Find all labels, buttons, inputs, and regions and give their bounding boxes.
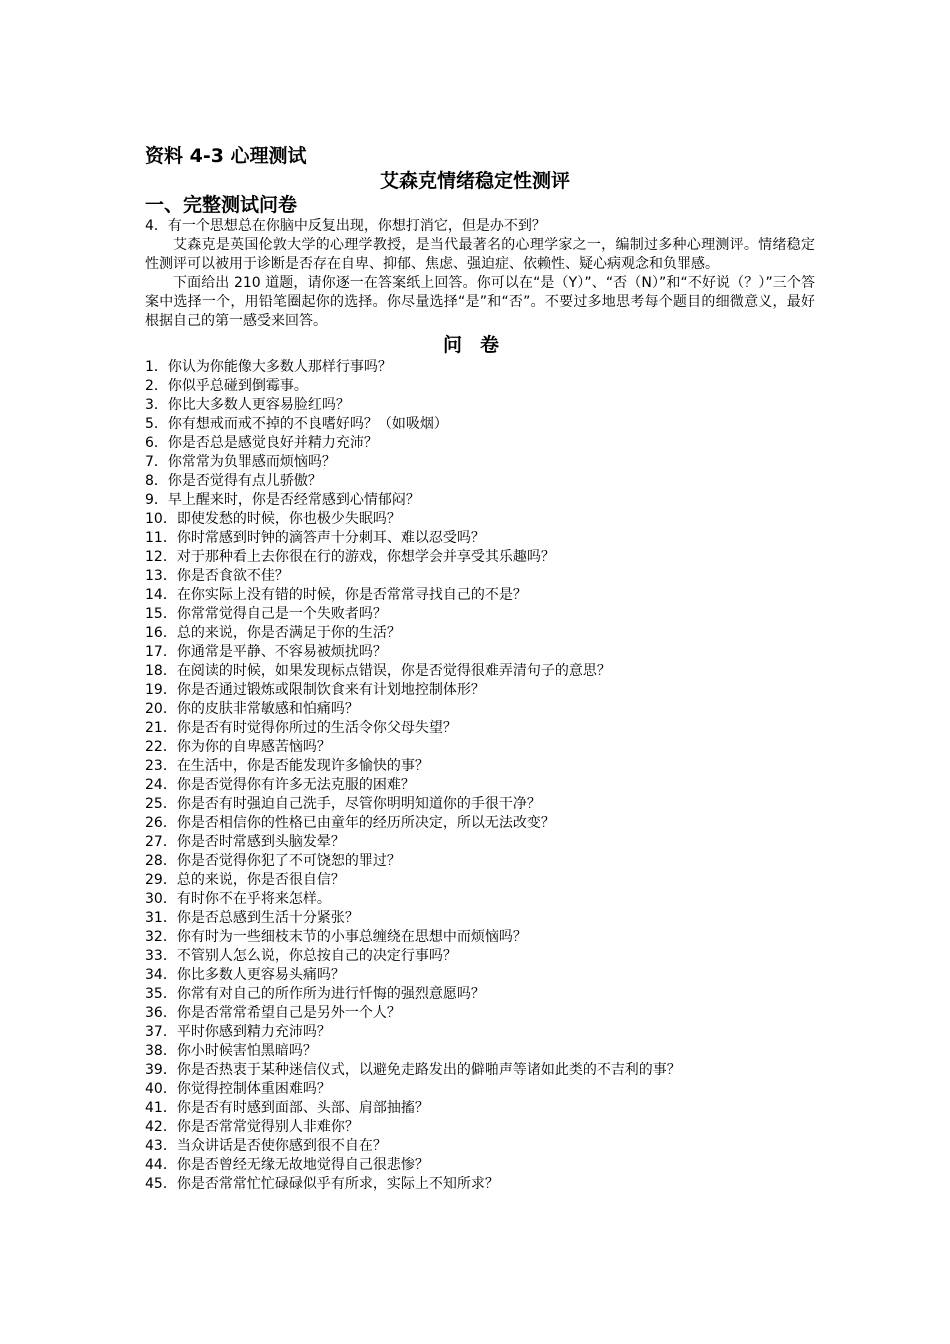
intro-paragraph-2: 下面给出 210 道题，请你逐一在答案纸上回答。你可以在“是（Y）”、“否（N）”和“不好说（？）”三个答案中选择一个，用铅笔圈起你的选择。你尽量选择“是”和“否”。不要过多地思考每个题目的细微意义，最好根据自己的第一感受来回答。 (145, 275, 815, 329)
document-body (145, 217, 815, 1194)
question-item: 29．总的来说，你是否很自信？ (145, 872, 345, 888)
question-item: 37．平时你感到精力充沛吗？ (145, 1024, 331, 1040)
question-item: 10．即使发愁的时候，你也极少失眠吗？ (145, 511, 401, 527)
questionnaire-title: 问卷 (442, 334, 517, 356)
document-title: 艾森克情绪稳定性测评 (379, 170, 570, 192)
question-item: 41．你是否有时感到面部、头部、肩部抽搐？ (145, 1100, 429, 1116)
question-item: 36．你是否常常希望自己是另外一个人？ (145, 1005, 401, 1021)
question-item: 23．在生活中，你是否能发现许多愉快的事？ (145, 758, 429, 774)
question-item: 40．你觉得控制体重困难吗？ (145, 1081, 331, 1097)
material-label: 资料 4-3 心理测试 (145, 145, 307, 167)
question-item: 2．你似乎总碰到倒霉事。 (145, 378, 308, 394)
question-item: 21．你是否有时觉得你所过的生活令你父母失望？ (145, 720, 457, 736)
intro-paragraph-1: 艾森克是英国伦敦大学的心理学教授，是当代最著名的心理学家之一，编制过多种心理测评。情绪稳定性测评可以被用于诊断是否存在自卑、抑郁、焦虑、强迫症、依赖性、疑心病观念和负罪感。 (145, 237, 815, 272)
question-item: 20．你的皮肤非常敏感和怕痛吗？ (145, 701, 359, 717)
question-item: 5．你有想戒而戒不掉的不良嗜好吗？（如吸烟） (145, 416, 448, 432)
question-list (145, 358, 815, 1194)
question-item: 24．你是否觉得你有许多无法克服的困难？ (145, 777, 415, 793)
section-title: 一、完整测试问卷 (145, 194, 298, 216)
question-item: 30．有时你不在乎将来怎样。 (145, 891, 331, 907)
question-item: 39．你是否热衷于某种迷信仪式，以避免走路发出的僻啪声等诸如此类的不吉利的事？ (145, 1062, 681, 1078)
question-item: 8．你是否觉得有点儿骄傲？ (145, 473, 322, 489)
question-item: 13．你是否食欲不佳？ (145, 568, 289, 584)
question-item: 25．你是否有时强迫自己洗手，尽管你明明知道你的手很干净？ (145, 796, 541, 812)
question-item: 44．你是否曾经无缘无故地觉得自己很悲惨？ (145, 1157, 429, 1173)
stray-question-line: 4．有一个思想总在你脑中反复出现，你想打消它，但是办不到？ (145, 218, 546, 234)
question-item: 16．总的来说，你是否满足于你的生活？ (145, 625, 401, 641)
question-item: 38．你小时候害怕黑暗吗？ (145, 1043, 317, 1059)
question-item: 31．你是否总感到生活十分紧张？ (145, 910, 359, 926)
question-item: 1．你认为你能像大多数人那样行事吗？ (145, 359, 392, 375)
question-item: 27．你是否时常感到头脑发晕？ (145, 834, 345, 850)
question-item: 22．你为你的自卑感苦恼吗？ (145, 739, 331, 755)
question-item: 33．不管别人怎么说，你总按自己的决定行事吗？ (145, 948, 457, 964)
question-item: 45．你是否常常忙忙碌碌似乎有所求，实际上不知所求？ (145, 1176, 499, 1192)
question-item: 26．你是否相信你的性格已由童年的经历所决定，所以无法改变？ (145, 815, 555, 831)
question-item: 34．你比多数人更容易头痛吗？ (145, 967, 345, 983)
question-item: 11．你时常感到时钟的滴答声十分刺耳、难以忍受吗？ (145, 530, 485, 546)
question-item: 42．你是否常常觉得别人非难你？ (145, 1119, 359, 1135)
question-item: 15．你常常觉得自己是一个失败者吗？ (145, 606, 387, 622)
question-item: 32．你有时为一些细枝末节的小事总缠绕在思想中而烦恼吗？ (145, 929, 527, 945)
question-item: 9．早上醒来时，你是否经常感到心情郁闷？ (145, 492, 420, 508)
question-item: 35．你常有对自己的所作所为进行忏悔的强烈意愿吗？ (145, 986, 485, 1002)
question-item: 18．在阅读的时候，如果发现标点错误，你是否觉得很难弄清句子的意思？ (145, 663, 611, 679)
question-item: 7．你常常为负罪感而烦恼吗？ (145, 454, 336, 470)
question-item: 19．你是否通过锻炼或限制饮食来有计划地控制体形？ (145, 682, 485, 698)
question-item: 3．你比大多数人更容易脸红吗？ (145, 397, 350, 413)
question-item: 12．对于那种看上去你很在行的游戏，你想学会并享受其乐趣吗？ (145, 549, 555, 565)
question-item: 6．你是否总是感觉良好并精力充沛？ (145, 435, 378, 451)
question-item: 28．你是否觉得你犯了不可饶恕的罪过？ (145, 853, 401, 869)
question-item: 17．你通常是平静、不容易被烦扰吗？ (145, 644, 387, 660)
question-item: 14．在你实际上没有错的时候，你是否常常寻找自己的不是？ (145, 587, 527, 603)
question-item: 43．当众讲话是否使你感到很不自在？ (145, 1138, 387, 1154)
